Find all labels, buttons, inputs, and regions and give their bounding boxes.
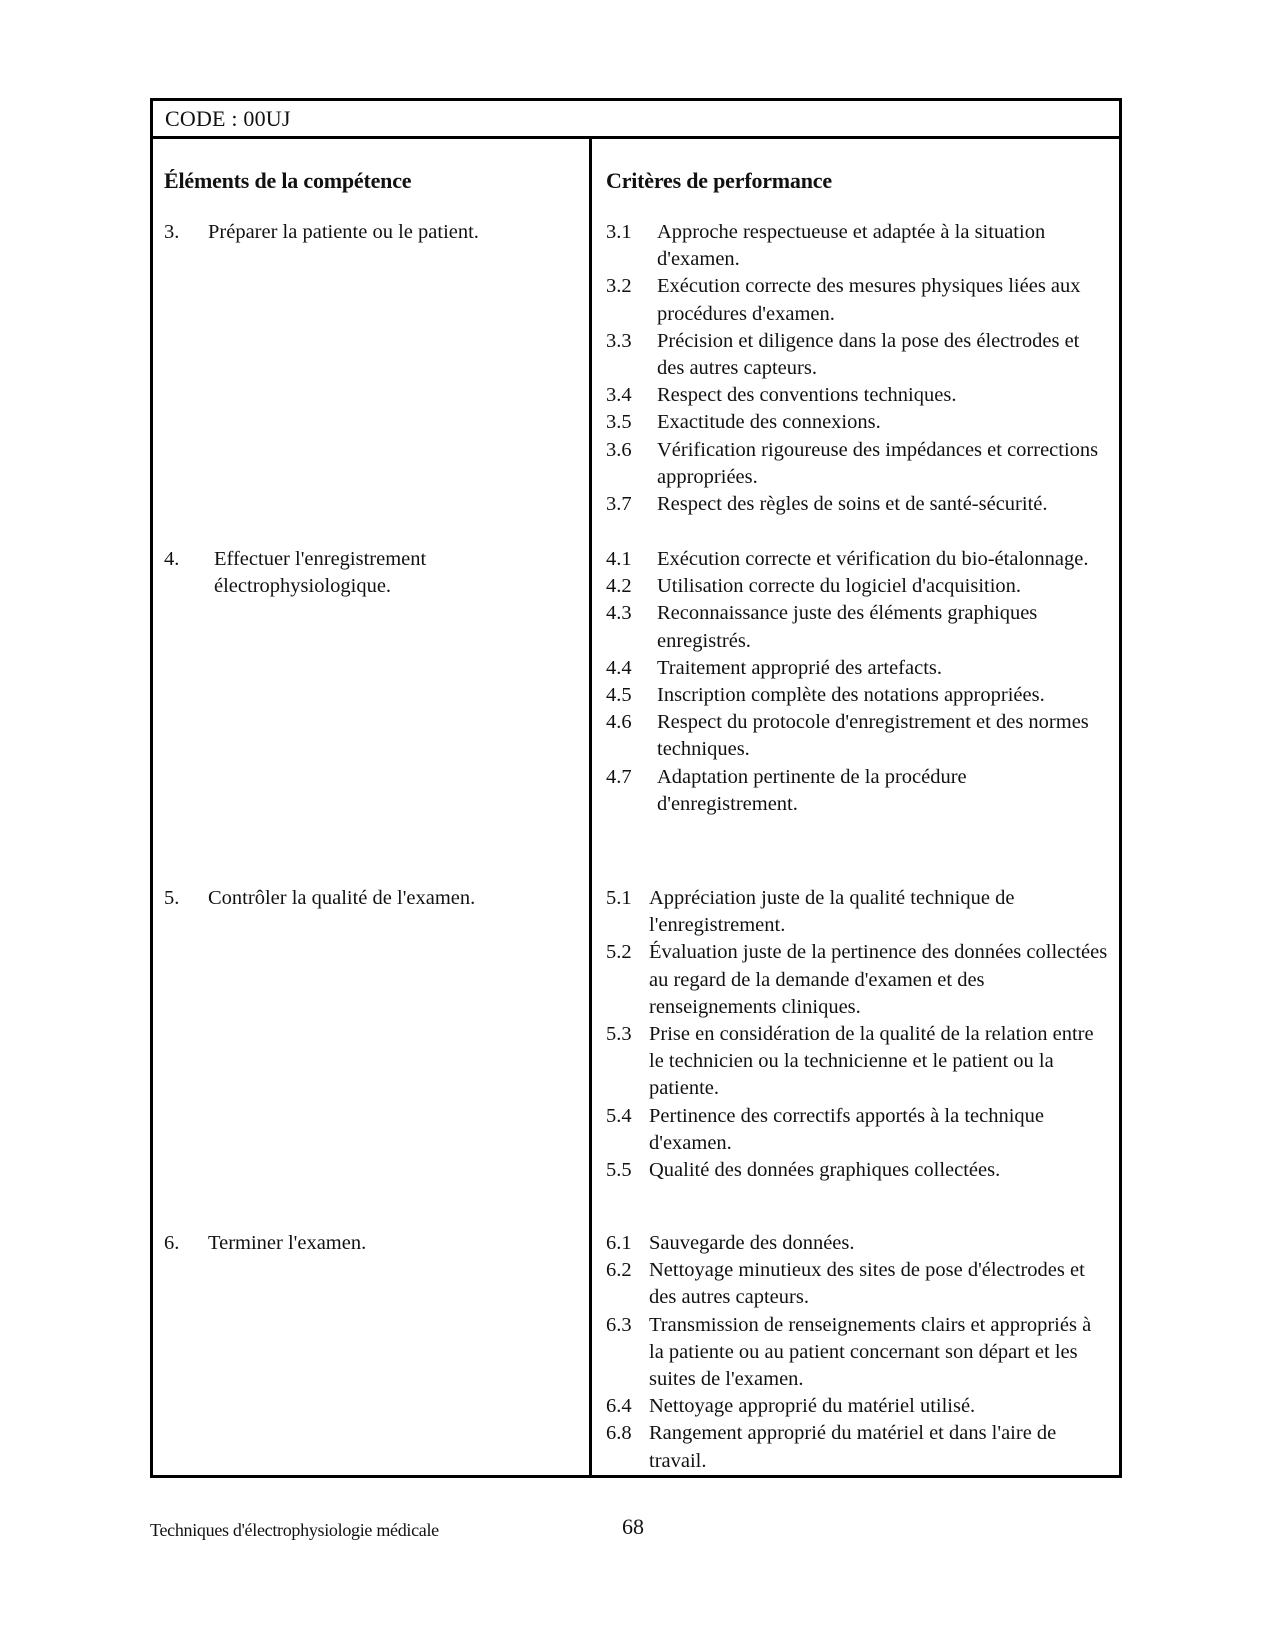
criterion-number: 5.4 [606, 1104, 632, 1127]
criterion-text: Respect du protocole d'enregistrement et des normes techniques. [657, 711, 1089, 761]
criterion-text: Précision et diligence dans la pose des électrodes et des autres capteurs. [657, 329, 1080, 380]
criterion-item [606, 1230, 1111, 1257]
criterion-item [606, 709, 1111, 763]
element-number: 6. [164, 1232, 180, 1254]
criteria-list-4 [606, 546, 1111, 818]
criterion-text: Approche respectueuse et adaptée à la situation d'examen. [657, 221, 1046, 271]
element-6 [164, 1230, 579, 1257]
criterion-number: 4.4 [606, 656, 632, 679]
criterion-text: Transmission de renseignements clairs et appropriés à la patiente ou au patient concernant son départ et les suites de l'examen. [649, 1313, 1092, 1391]
criterion-item [606, 1393, 1111, 1420]
element-3 [164, 219, 579, 246]
criteria-column [592, 139, 1119, 1475]
criterion-number: 3.6 [606, 438, 632, 461]
criterion-number: 3.2 [606, 275, 632, 298]
criterion-number: 4.3 [606, 602, 632, 625]
criterion-item [606, 764, 1111, 818]
criteria-list-5 [606, 885, 1111, 1184]
criterion-item [606, 546, 1111, 573]
criterion-text: Reconnaissance juste des éléments graphiques enregistrés. [657, 602, 1038, 652]
criterion-item [606, 600, 1111, 654]
criterion-text: Qualité des données graphiques collectées. [649, 1159, 1001, 1182]
code-label: CODE : 00UJ [153, 101, 1119, 139]
criterion-item [606, 885, 1111, 939]
criterion-number: 3.5 [606, 411, 632, 434]
criterion-text: Exécution correcte et vérification du bio-étalonnage. [657, 548, 1089, 570]
page-number: 68 [622, 1514, 644, 1539]
criterion-number: 4.1 [606, 548, 632, 570]
criterion-number: 5.1 [606, 887, 632, 909]
criterion-number: 6.8 [606, 1422, 632, 1445]
criterion-item [606, 1257, 1111, 1311]
element-text: Effectuer l'enregistrement électrophysiologique. [214, 548, 427, 597]
criterion-number: 6.2 [606, 1259, 632, 1282]
criterion-number: 5.3 [606, 1023, 632, 1046]
criterion-number: 3.1 [606, 221, 632, 243]
element-number: 4. [164, 548, 180, 570]
criterion-item [606, 939, 1111, 1021]
criterion-text: Adaptation pertinente de la procédure d'enregistrement. [657, 765, 967, 815]
criterion-item [606, 273, 1111, 327]
criterion-text: Nettoyage minutieux des sites de pose d'électrodes et des autres capteurs. [649, 1259, 1085, 1309]
criterion-number: 4.6 [606, 711, 632, 734]
criterion-text: Sauvegarde des données. [649, 1232, 855, 1254]
elements-column [153, 139, 589, 1475]
criterion-text: Utilisation correcte du logiciel d'acquisition. [657, 575, 1022, 598]
criterion-number: 3.3 [606, 329, 632, 352]
criterion-item [606, 1312, 1111, 1394]
criterion-text: Prise en considération de la qualité de la relation entre le technicien ou la technicienne et le patient ou la patiente. [649, 1023, 1094, 1100]
element-5 [164, 885, 579, 912]
competency-table [150, 98, 1122, 1478]
criterion-number: 5.5 [606, 1159, 632, 1182]
criterion-item [606, 409, 1111, 436]
criterion-number: 3.4 [606, 384, 632, 407]
criterion-item [606, 655, 1111, 682]
criterion-item [606, 1420, 1111, 1474]
element-number: 3. [164, 221, 180, 243]
criterion-text: Respect des conventions techniques. [657, 384, 957, 407]
criterion-text: Respect des règles de soins et de santé-sécurité. [657, 493, 1048, 516]
criteria-heading: Critères de performance [606, 168, 832, 193]
criterion-number: 4.7 [606, 765, 632, 788]
element-text: Préparer la patiente ou le patient. [208, 221, 479, 243]
criterion-text: Exactitude des connexions. [657, 411, 881, 434]
criterion-item [606, 491, 1111, 518]
criterion-item [606, 219, 1111, 273]
criterion-item [606, 1021, 1111, 1103]
criterion-text: Appréciation juste de la qualité technique de l'enregistrement. [649, 887, 1015, 937]
criterion-text: Exécution correcte des mesures physiques liées aux procédures d'examen. [657, 275, 1081, 325]
criterion-number: 3.7 [606, 493, 632, 516]
criterion-number: 6.4 [606, 1395, 632, 1418]
criterion-text: Vérification rigoureuse des impédances et corrections appropriées. [657, 438, 1099, 488]
element-text: Terminer l'examen. [208, 1232, 367, 1254]
element-number: 5. [164, 887, 180, 909]
criterion-text: Rangement approprié du matériel et dans l'aire de travail. [649, 1422, 1057, 1472]
criterion-text: Inscription complète des notations appropriées. [657, 684, 1045, 707]
criterion-item [606, 382, 1111, 409]
criterion-item [606, 573, 1111, 600]
criterion-number: 4.5 [606, 684, 632, 707]
elements-heading: Éléments de la compétence [164, 168, 412, 193]
criterion-text: Évaluation juste de la pertinence des données collectées au regard de la demande d'examen et des renseignements cliniques. [649, 941, 1108, 1018]
criteria-list-3 [606, 219, 1111, 518]
criterion-text: Nettoyage approprié du matériel utilisé. [649, 1395, 976, 1418]
criterion-item [606, 1157, 1111, 1184]
element-4 [164, 546, 579, 600]
criterion-item [606, 682, 1111, 709]
criterion-number: 6.1 [606, 1232, 632, 1254]
criterion-number: 5.2 [606, 941, 632, 964]
criterion-number: 6.3 [606, 1313, 632, 1336]
footer-document-title: Techniques d'électrophysiologie médicale [150, 1520, 439, 1540]
criteria-list-6 [606, 1230, 1111, 1475]
criterion-text: Traitement approprié des artefacts. [657, 656, 942, 679]
criterion-item [606, 328, 1111, 382]
criterion-number: 4.2 [606, 575, 632, 598]
criterion-item [606, 1103, 1111, 1157]
element-text: Contrôler la qualité de l'examen. [208, 887, 476, 909]
criterion-text: Pertinence des correctifs apportés à la technique d'examen. [649, 1104, 1045, 1154]
criterion-item [606, 437, 1111, 491]
